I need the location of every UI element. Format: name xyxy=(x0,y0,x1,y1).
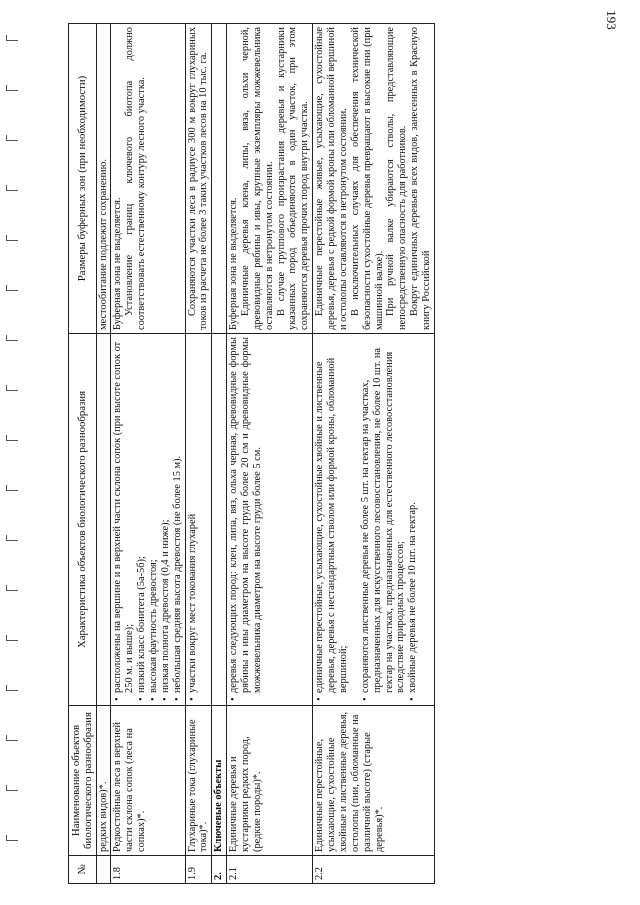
cell-name: Единичные перестойные, усыхающие, сухостойные хвойные и лиственные деревья, остолопы (пни, обломанные на различной высоте) (старые деревья)*. xyxy=(313,706,435,856)
buffer-text: Вокруг единичных деревьев всех видов, занесенных в Красную книгу Российской xyxy=(409,27,432,330)
cell-characteristics xyxy=(185,334,212,706)
list-item: • низкий класс бонитета (5а-5б); xyxy=(136,337,148,693)
table-row xyxy=(185,24,212,884)
binding-marks xyxy=(6,30,20,890)
cell-characteristics xyxy=(96,334,111,706)
header-buffer: Размеры буферных зон (при необходимости) xyxy=(69,24,97,334)
cell-buffer xyxy=(111,24,185,334)
table-row xyxy=(227,24,313,884)
cell-buffer xyxy=(313,24,435,334)
list-item: • сохраняются лиственные деревья не более 5 шт. на гектар на участках, предназначенных для искусственного лесовосстановления, не более 10 шт. на гектар на участках, предназначенных для естественного лесовосстановления вследствие природных процессов; xyxy=(360,337,407,693)
cell-buffer xyxy=(212,24,227,334)
cell-buffer: Сохраняются участки леса в радиусе 300 м вокруг глухариных токов из расчета не более 3 таких участков лесов на 10 тыс. га. xyxy=(185,24,212,334)
buffer-text: В случае группового произрастания деревья и кустарники указанных пород объединяются в один участок, при этом сохраняются деревья прочих пород внутри участка. xyxy=(275,27,311,330)
cell-characteristics xyxy=(227,334,313,706)
cell-characteristics xyxy=(313,334,435,706)
buffer-text: В исключительных случаях для обеспечения технической безопасности сухостойные деревья превращают в высокие пни (при машинной валке). xyxy=(349,27,385,330)
cell-num xyxy=(96,856,111,884)
buffer-text: Установление границ ключевого биотопа должно соответствовать естественному контуру лесного участка. xyxy=(124,27,148,330)
page-number: 193 xyxy=(603,10,619,30)
table-header-row xyxy=(69,24,97,884)
list-item: • небольшая средняя высота древостоя (не более 15 м). xyxy=(172,337,184,693)
buffer-text: Единичные деревья клена, липы, вяза, ольхи черной, древовидные рябины и ивы, крупные экземпляры можжевельника оставляются в нетронутом состоянии. xyxy=(240,27,275,330)
buffer-text: При ручной валке убираются стволы, представляющие непосредственную опасность для работников. xyxy=(385,27,409,330)
buffer-text: Буферная зона не выделяется. xyxy=(228,197,240,330)
cell-buffer xyxy=(227,24,313,334)
biodiversity-table xyxy=(68,23,435,884)
cell-num: 1.9 xyxy=(185,856,212,884)
cell-name: Редкостойные леса в верхней части склона сопок (леса на сопках)*. xyxy=(111,706,185,856)
buffer-text: Буферная зона не выделяется. xyxy=(112,197,124,330)
section-title: Ключевые объекты xyxy=(212,706,227,856)
table-row xyxy=(313,24,435,884)
header-characteristics: Характеристика объектов биологического разнообразия xyxy=(69,334,97,706)
list-item: • единичные перестойные, усыхающие, сухостойные хвойные и лиственные деревья, деревья с нестандартным стволом или формой кроны, обломанной вершиной; xyxy=(314,337,350,693)
buffer-text: Единичные перестойные живые, усыхающие, сухостойные деревья, деревья с редкой формой кроны или обломанной вершиной и остолопы оставляются в нетронутом состоянии. xyxy=(314,27,349,330)
section-row xyxy=(212,24,227,884)
cell-num: 2.1 xyxy=(227,856,313,884)
cell-num: 2.2 xyxy=(313,856,435,884)
list-item: • низкая полнота древостоя (0,4 и ниже); xyxy=(160,337,172,693)
cell-name: Единичные деревья и кустарники редких пород, (редкие породы)*. xyxy=(227,706,313,856)
cell-characteristics xyxy=(212,334,227,706)
cell-name: редких видов)*. xyxy=(96,706,111,856)
table-row xyxy=(96,24,111,884)
header-num: № xyxy=(69,856,97,884)
cell-characteristics xyxy=(111,334,185,706)
header-name: Наименование объектов биологического разнообразия xyxy=(69,706,97,856)
rotated-table-container xyxy=(68,24,610,884)
cell-name: Глухариные тока (глухариные тока)*. xyxy=(185,706,212,856)
cell-buffer: местообитание подлежит сохранению. xyxy=(96,24,111,334)
list-item: • высокая фаутность древостоя; xyxy=(148,337,160,693)
list-item: • деревья следующих пород: клен, липа, вяз, ольха черная, древовидные формы рябины и ивы диаметром на высоте груди более 20 см и древовидные формы можжевельника диаметром на высоте груди более 5 см. xyxy=(228,337,264,693)
table-row xyxy=(111,24,185,884)
list-item: • расположены на вершине и в верхней части склона сопок (при высоте сопок от 250 м. и выше); xyxy=(112,337,136,693)
list-item: • хвойные деревья не более 10 шт. на гектар. xyxy=(407,337,419,693)
list-item: • участки вокруг мест токования глухарей xyxy=(187,337,199,693)
cell-num: 1.8 xyxy=(111,856,185,884)
section-num: 2. xyxy=(212,856,227,884)
